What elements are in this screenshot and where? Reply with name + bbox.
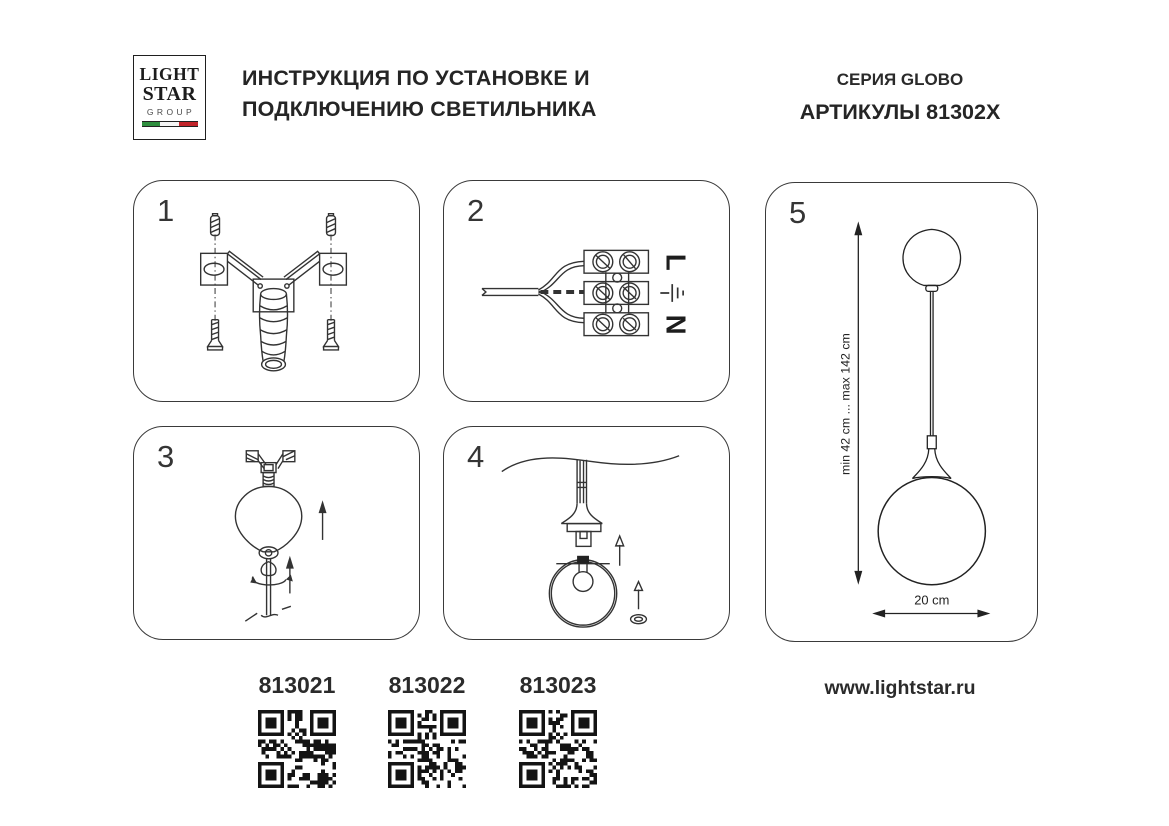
series-block [775, 70, 1025, 125]
step-4-number: 4 [467, 439, 485, 474]
article-code: 813023 [519, 672, 597, 698]
step-5-number: 5 [789, 195, 807, 230]
terminal-l-label: L [660, 253, 692, 271]
italian-flag-icon [142, 121, 198, 127]
screw-left-icon [208, 320, 223, 350]
anchor-left-icon [211, 214, 220, 236]
earth-icon [660, 284, 683, 302]
articles-label: АРТИКУЛЫ 81302X [799, 100, 1001, 124]
height-range-label: min 42 cm ... max 142 cm [838, 333, 853, 475]
pendant-dimensions-drawing [766, 183, 1037, 641]
globe-attachment-drawing [444, 427, 729, 639]
step-5-panel [765, 182, 1038, 642]
step-3-number: 3 [157, 439, 175, 474]
terminal-screws [593, 252, 640, 334]
cable-line [482, 289, 538, 296]
globe-icon [549, 556, 616, 627]
page-title-line2: ПОДКЛЮЧЕНИЮ СВЕТИЛЬНИКА [242, 97, 597, 121]
page-title [242, 63, 597, 125]
logo-text-star: STAR [142, 82, 197, 105]
qr-code [258, 710, 336, 788]
series-label: СЕРИЯ GLOBO [836, 70, 964, 89]
step-2-panel [443, 180, 730, 402]
bracket-mounting-drawing [134, 181, 419, 401]
logo-text-group: GROUP [146, 106, 196, 117]
website-url: www.lightstar.ru [824, 677, 976, 699]
step-1-panel [133, 180, 420, 402]
rotate-arrow-icon [250, 575, 293, 585]
lightstar-logo [133, 55, 206, 140]
article-item [231, 672, 363, 788]
diameter-label: 20 cm [914, 592, 950, 608]
canopy-assembly-drawing [134, 427, 419, 639]
anchor-right-icon [327, 214, 336, 236]
step-3-panel [133, 426, 420, 640]
step-4-panel [443, 426, 730, 640]
retaining-ring-icon [631, 582, 647, 624]
article-code: 813022 [388, 672, 466, 698]
article-code: 813021 [258, 672, 336, 698]
terminal-block-drawing [444, 181, 729, 401]
article-item [492, 672, 624, 788]
height-dimension-arrow [854, 221, 862, 584]
screw-right-icon [324, 320, 339, 350]
step-1-number: 1 [157, 193, 175, 228]
article-item [361, 672, 493, 788]
qr-code [388, 710, 466, 788]
mini-bracket-icon [246, 451, 295, 487]
logo-text-light: LIGHT [139, 64, 200, 84]
terminal-n-label: N [660, 314, 692, 335]
qr-code [519, 710, 597, 788]
width-dimension-arrow [872, 610, 990, 618]
step-2-number: 2 [467, 193, 485, 228]
page-title-line1: ИНСТРУКЦИЯ ПО УСТАНОВКЕ И [242, 66, 590, 90]
